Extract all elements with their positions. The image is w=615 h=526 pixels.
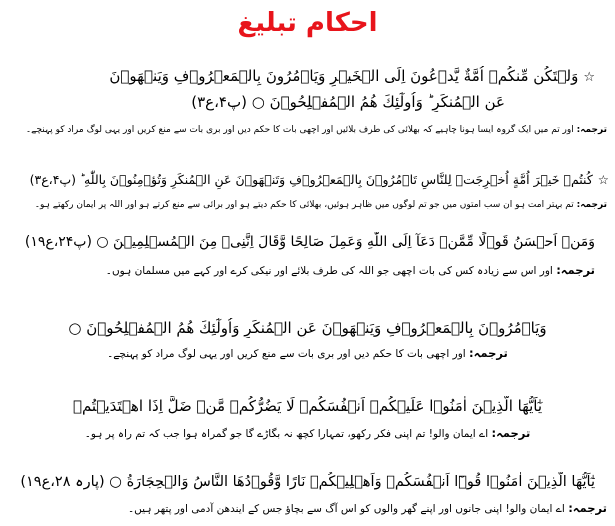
translation-3: [10, 262, 595, 279]
translation-text: اے ایمان والو! اپنی جانوں اور اپنے گھر والوں کو اس آگ سے بچاؤ جس کے ایندھن آدمی اور پتھر ہیں۔: [128, 503, 565, 515]
translation-text: اور اس سے زیادہ کس کی بات اچھی جو اللہ کی طرف بلائے اور نیکی کرے اور کہے میں مسلمان ہوں۔: [105, 265, 553, 277]
translation-4: [40, 345, 575, 362]
translation-label: ترجمہ:: [491, 426, 531, 440]
translation-5: [20, 425, 595, 442]
ayah-6-line-1: [10, 472, 595, 492]
ayah-text: وَيَاۡمُرُوۡنَ بِالۡمَعۡرُوۡفِ وَيَنۡهَوۡنَ عَنِ الۡمُنكَرِ وَاُولٰٓئِكَ هُمُ الۡمُفۡلِحُوۡنَ ○: [68, 319, 547, 337]
ayah-1-line-2: [10, 92, 505, 112]
ayah-1-line-1: [10, 66, 595, 88]
ayah-text: عَنِ الۡمُنكَرِ ؕ وَاُولٰٓئِكَ هُمُ الۡمُفۡلِحُوۡنَ ○ (پ۴،ع۳): [191, 93, 505, 111]
translation-text: تم بہتر امت ہو ان سب امتوں میں جو تم لوگوں میں ظاہر ہوئیں، بھلائی کا حکم دیتے ہو اور برائی سے منع کرتے ہو اور اللہ پر ایمان رکھتے ہو۔: [34, 200, 574, 210]
translation-1: [7, 122, 607, 138]
ayah-text: يٰٓاَيُّهَا الَّذِيۡنَ اٰمَنُوۡا عَلَيۡكُمۡ اَنۡفُسَكُمۡ لَا يَضُرُّكُمۡ مَّنۡ ضَلَّ اِذَا اهۡتَدَيۡتُمۡ: [72, 397, 543, 415]
star-icon: ☆: [597, 172, 609, 187]
page-title: احکام تبلیغ: [237, 8, 378, 38]
translation-label: ترجمہ:: [568, 501, 607, 515]
translation-2: [7, 197, 607, 213]
translation-label: ترجمہ:: [576, 125, 607, 135]
translation-label: ترجمہ:: [576, 200, 607, 210]
ayah-4-line-1: [40, 318, 575, 338]
translation-label: ترجمہ:: [469, 346, 508, 360]
translation-label: ترجمہ:: [556, 263, 595, 277]
star-icon: ☆: [583, 70, 595, 85]
translation-6: [7, 500, 607, 517]
translation-text: اور اچھی بات کا حکم دیں اور بری بات سے منع کریں اور یہی لوگ مراد کو پہنچے۔: [107, 348, 466, 360]
ayah-text: وَلۡتَكُن مِّنكُمۡ اُمَّةٌ يَّدۡعُونَ اِلَى الۡخَيۡرِ وَيَاۡمُرُونَ بِالۡمَعۡرُوۡفِ وَيَنۡهَوۡنَ: [109, 67, 579, 85]
ayah-text: كُنتُمۡ خَيۡرَ اُمَّةٍ اُخۡرِجَتۡ لِلنَّاسِ تَاۡمُرُوۡنَ بِالۡمَعۡرُوۡفِ وَتَنۡهَوۡنَ عَنِ الۡمُنكَرِ وَتُؤۡمِنُوۡنَ بِاللّٰهِ ؕ (پ۴،ع۳): [29, 172, 593, 187]
ayah-text: وَمَنۡ اَحۡسَنُ قَوۡلًا مِّمَّنۡ دَعَآ اِلَى اللّٰهِ وَعَمِلَ صَالِحًا وَّقَالَ اِنَّنِىۡ مِنَ الۡمُسۡلِمِيۡنَ ○ (پ۲۴،ع۱۹): [24, 234, 595, 250]
ayah-3-line-1: [10, 232, 595, 252]
ayah-5-line-1: [20, 396, 595, 416]
translation-text: اور تم میں ایک گروہ ایسا ہونا چاہیے کہ بھلائی کی طرف بلائیں اور اچھی بات کا حکم دیں اور بری بات سے منع کریں اور یہی لوگ مراد کو پہنچے۔: [25, 125, 574, 135]
ayah-2-line-1: [9, 170, 609, 190]
translation-text: اے ایمان والو! تم اپنی فکر رکھو، تمہارا کچھ نہ بگاڑے گا جو گمراہ ہوا جب کہ تم راہ پر ہو۔: [84, 428, 489, 440]
ayah-text: يٰٓاَيُّهَا الَّذِيۡنَ اٰمَنُوۡا قُوۡٓا اَنۡفُسَكُمۡ وَاَهۡلِيۡكُمۡ نَارًا وَّقُوۡدُهَا النَّاسُ وَالۡحِجَارَةُ ○ (پارہ ۲۸،ع۱۹): [20, 474, 595, 490]
